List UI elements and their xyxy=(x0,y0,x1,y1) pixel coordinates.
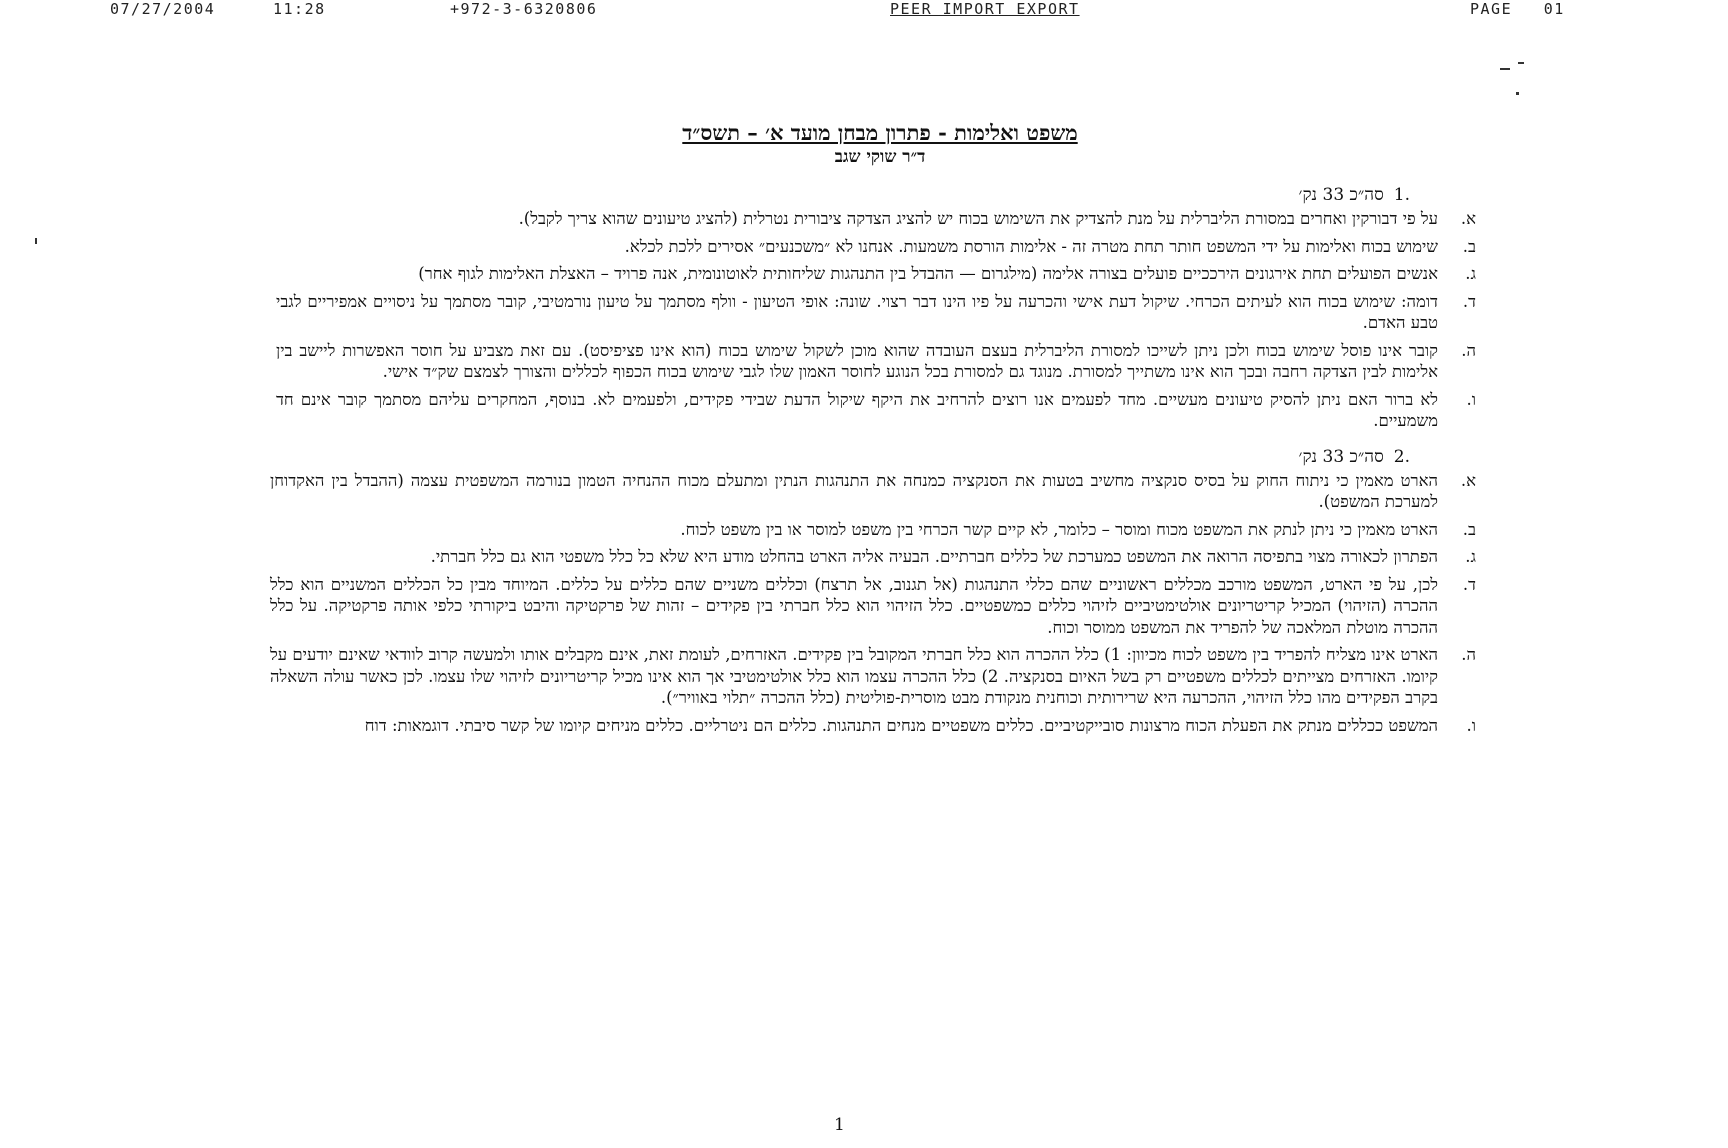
question-heading xyxy=(270,184,1490,206)
question-1 xyxy=(270,184,1490,432)
question-number: .1 xyxy=(1393,185,1410,205)
fax-header xyxy=(110,0,1610,22)
scan-speck xyxy=(1516,92,1519,95)
fax-company: PEER IMPORT EXPORT xyxy=(890,0,1080,18)
item-text: הפתרון לכאורה מצוי בתפיסה הרואה את המשפט כמערכת של כללים חברתיים. הבעיה אליה הארט בהחלט מודע היא שלא כל כלל משפטי הוא גם כלל חברתי. xyxy=(430,547,1438,566)
item-letter: ה. xyxy=(1461,645,1476,664)
document xyxy=(270,120,1490,742)
item-letter: ג. xyxy=(1465,264,1476,283)
item-text: לכן, על פי הארט, המשפט מורכב מכללים ראשוניים שהם כללי התנהגות (אל תגנוב, אל תרצח) וכללים משניים שהם כללים על כללים. המיוחד מבין כל הכללים המשניים הוא כלל ההכרה (הזיהוי) המכיל קריטריונים אולטימטיביים לזיהוי כללים כמשפטיים. כלל הזיהוי הוא כלל חברתי בין פקידים – זהות של פרקטיקה והיבט ביקורתי כלפי אותה פרקטיקה. על כלל ההכרה מוטלת המלאכה של להפריד את המשפט ממוסר וכוח. xyxy=(270,574,1438,637)
item-letter: ד. xyxy=(1462,291,1476,311)
document-title: משפט ואלימות - פתרון מבחן מועד א׳ – תשס״ד xyxy=(682,120,1078,145)
answer-item xyxy=(270,546,1482,568)
answer-item xyxy=(270,574,1482,639)
answer-item xyxy=(270,389,1482,432)
answer-item xyxy=(270,236,1482,258)
answer-item xyxy=(270,470,1482,513)
item-text: על פי דבורקין ואחרים במסורת הליברלית על מנת להצדיק את השימוש בכוח יש להציג הצדקה ציבורית נטרלית (להציג טיעונים שהוא צריך לקבל). xyxy=(518,209,1438,228)
answer-item xyxy=(270,208,1482,230)
answer-item xyxy=(270,340,1482,383)
item-text: המשפט ככללים מנתק את הפעלת הכוח מרצונות סובייקטיביים. כללים משפטיים מנחים התנהגות. כללים הם ניטרליים. כללים מניחים קיומו של קשר סיבתי. דוגמאות: דוח xyxy=(364,715,1438,735)
item-text: הארט מאמין כי ניתן לנתק את המשפט מכוח ומוסר – כלומר, לא קיים קשר הכרחי בין משפט למוסר או בין משפט לכוח. xyxy=(680,519,1438,539)
page-number: 1 xyxy=(834,1115,845,1135)
answer-item xyxy=(270,263,1482,285)
item-text: קובר אינו פוסל שימוש בכוח ולכן ניתן לשייכו למסורת הליברלית בעצם העובדה שהוא מוכן לשקול שימוש בכוח (הוא אינו פציפיסט). עם זאת מצביע על חוסר האפשרות ליישב בין אלימות לבין הצדקה רחבה ובכך הוא אינו משתייך למסורת. מנוגד גם למסורת בכל הנוגע לחוסר האמון שלו לגבי שימוש בכוח הכפוף לכללים והצורך לצמצם שק״ד אישי. xyxy=(276,340,1438,381)
question-points: סה״כ 33 נק׳ xyxy=(1298,446,1384,467)
item-letter: א. xyxy=(1460,470,1476,490)
question-points: סה״כ 33 נק׳ xyxy=(1298,185,1384,205)
item-text: הארט אינו מצליח להפריד בין משפט לכוח מכיוון: 1) כלל ההכרה הוא כלל חברתי המקובל בין פקידים. האזרחים, לעומת זאת, אינם מקבלים אותו ולמעשה קרוב לוודאי שאינם יודעים על קיומו. האזרחים מצייתים לכללים משפטיים רק בשל האיום בסנקציה. 2) כלל ההכרה עצמו הוא כלל אולטימטיבי אך הוא אינו מכיל קריטריונים לזיהוי שלו עצמו. לכן כאשר עולה השאלה בקרב הפקידים מהו כלל הזיהוי, ההכרעה היא שרירותית וכוחנית מנקודת מבט מוסרית-פוליטית (כלל ההכרה ״תלוי באוויר״). xyxy=(270,645,1438,707)
fax-page xyxy=(1470,0,1565,18)
fax-phone: +972-3-6320806 xyxy=(450,0,598,18)
answer-item xyxy=(270,715,1482,737)
answer-list xyxy=(270,208,1490,432)
answer-item xyxy=(270,644,1482,709)
item-letter: ד. xyxy=(1462,574,1476,594)
scan-speck xyxy=(35,238,37,244)
item-letter: ג. xyxy=(1465,547,1476,566)
fax-time: 11:28 xyxy=(273,0,326,18)
item-letter: ב. xyxy=(1462,519,1476,539)
document-author: ד״ר שוקי שגב xyxy=(834,147,926,167)
scan-speck xyxy=(1500,68,1510,70)
scan-speck xyxy=(1518,62,1524,64)
item-text: דומה: שימוש בכוח הוא לעיתים הכרחי. שיקול דעת אישי והכרעה על פיו הינו דבר רצוי. שונה: אופי הטיעון - וולף מסתמך על טיעון נורמטיבי, קובר מסתמך על ניסויים אמפיריים לגבי טבע האדם. xyxy=(276,291,1438,332)
item-letter: ו. xyxy=(1466,715,1476,735)
fax-page-number: 01 xyxy=(1543,0,1565,18)
item-text: לא ברור האם ניתן להסיק טיעונים מעשיים. מחד לפעמים אנו רוצים להרחיב את היקף שיקול הדעת שבידי פקידים, ולפעמים לא. בנוסף, המחקרים עליהם מסתמך קובר אינם חד משמעיים. xyxy=(276,389,1438,430)
fax-date: 07/27/2004 xyxy=(110,0,216,18)
question-2 xyxy=(270,446,1490,737)
answer-item xyxy=(270,519,1482,541)
answer-item xyxy=(270,291,1482,334)
fax-page-label: PAGE xyxy=(1470,0,1513,18)
answer-list xyxy=(270,470,1490,737)
item-letter: ה. xyxy=(1461,340,1476,360)
item-text: אנשים הפועלים תחת אירגונים הירככיים פועלים בצורה אלימה (מילגרום — ההבדל בין התנהגות שליחותית לאוטונומית, אנה פרויד – האצלת האלימות לגוף אחר) xyxy=(418,264,1438,283)
item-text: הארט מאמין כי ניתוח החוק על בסיס סנקציה מחשיב בטעות את הסנקציה כמנחה את התנהגות הנתין ומתעלם מכוח ההנחיה הטמון בנורמה המשפטית עצמה (ההבדל בין האקדוחן למערכת המשפט). xyxy=(270,470,1438,511)
item-letter: ב. xyxy=(1462,236,1476,256)
item-letter: ו. xyxy=(1466,389,1476,409)
question-heading xyxy=(270,446,1490,468)
item-letter: א. xyxy=(1460,209,1476,228)
question-number: .2 xyxy=(1393,446,1410,467)
item-text: שימוש בכוח ואלימות על ידי המשפט חותר תחת מטרה זה - אלימות הורסת משמעות. אנחנו לא ״משכנעים״ אסירים ללכת לכלא. xyxy=(624,236,1438,256)
